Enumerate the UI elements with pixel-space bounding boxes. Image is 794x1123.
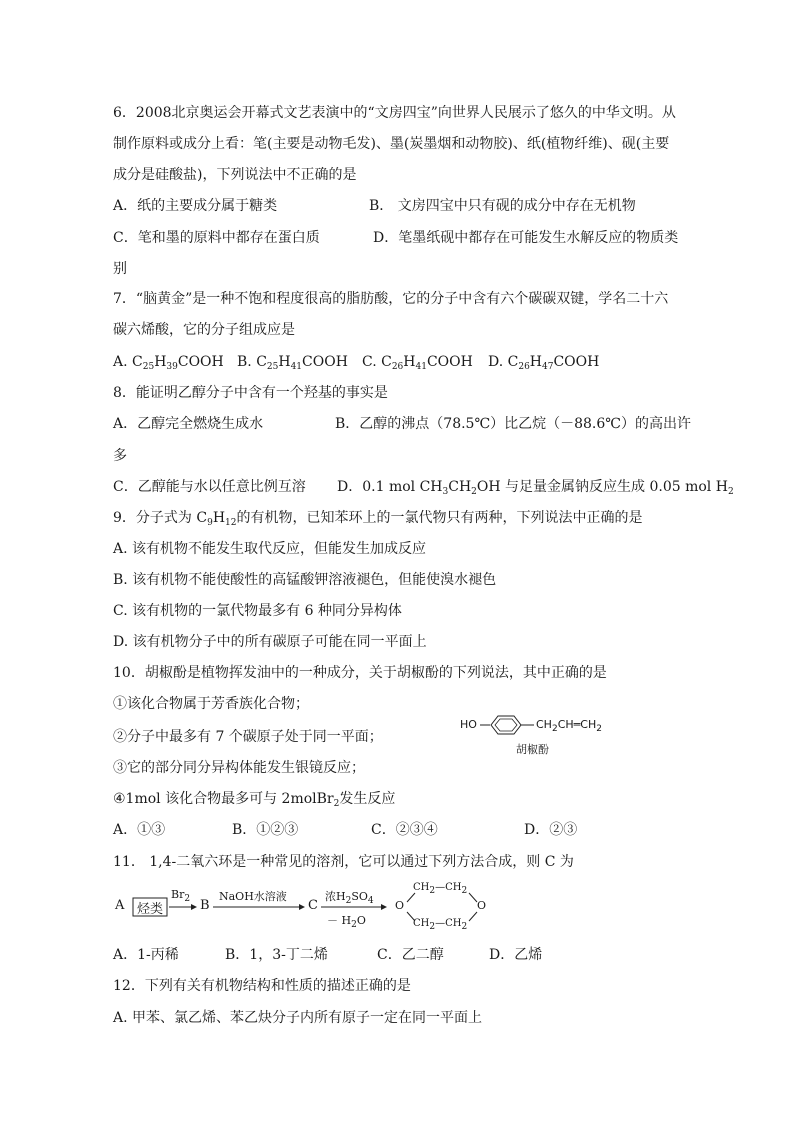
- reagent-naoh: NaOH水溶液: [219, 890, 287, 903]
- ring-bottom-chain: $CH_2—CH_2$: [413, 918, 468, 932]
- q6-stem-line2: 制作原料或成分上看：笔(主要是动物毛发)、墨(炭墨烟和动物胶)、纸(植物纤维)、砚(主要: [113, 136, 670, 152]
- side-chain-label: $CH_2CH═CH_2$: [536, 718, 602, 734]
- ring-oxygen-right: O: [477, 899, 487, 912]
- q8-option-b-cont: 多: [113, 448, 127, 464]
- q10-statement-1: ①该化合物属于芳香族化合物；: [113, 696, 309, 712]
- q10-statement-2: ②分子中最多有 7 个碳原子处于同一平面；: [113, 729, 383, 745]
- intermediate-b-label: B: [200, 898, 210, 913]
- q8-option-d: D．0.1 mol $CH_3CH_2OH$ 与足量金属钠反应生成 0.05 mol $H_2$: [337, 479, 734, 497]
- q7-stem-line1: 7．“脑黄金”是一种不饱和程度很高的脂肪酸，它的分子中含有六个碳碳双键，学名二十六: [113, 291, 669, 307]
- q12-stem: 12．下列有关有机物结构和性质的描述正确的是: [113, 978, 411, 994]
- q12-option-a: A. 甲苯、氯乙烯、苯乙炔分子内所有原子一定在同一平面上: [113, 1010, 483, 1026]
- byproduct-water: － $H_2O$: [327, 914, 366, 930]
- hydroxyl-label: HO: [460, 718, 477, 731]
- q9-stem: 9．分子式为 $C_9H_{12}$的有机物，已知苯环上的一氯代物只有两种，下列说法中正确的是: [113, 510, 643, 528]
- q8-option-b: B．乙醇的沸点（78.5℃）比乙烷（－88.6℃）的高出许: [335, 416, 691, 432]
- q10-option-d: D．②③: [524, 822, 578, 838]
- q9-option-b: B. 该有机物不能使酸性的高锰酸钾溶液褪色，但能使溴水褪色: [113, 572, 497, 588]
- q9-option-d: D. 该有机物分子中的所有碳原子可能在同一平面上: [113, 634, 427, 650]
- q11-option-a: A．1-丙稀: [113, 947, 179, 963]
- q9-option-c: C. 该有机物的一氯代物最多有 6 种同分异构体: [113, 603, 402, 619]
- q8-option-a: A．乙醇完全燃烧生成水: [113, 416, 264, 432]
- q10-option-b: B．①②③: [232, 822, 299, 838]
- q10-statement-3: ③它的部分同分异构体能发生银镜反应；: [113, 760, 365, 776]
- q8-option-c: C．乙醇能与水以任意比例互溶: [113, 479, 306, 495]
- q11-option-b: B．1，3-丁二烯: [225, 947, 328, 963]
- q6-option-b: B． 文房四宝中只有砚的成分中存在无机物: [369, 198, 636, 214]
- q10-stem: 10．胡椒酚是植物挥发油中的一种成分，关于胡椒酚的下列说法，其中正确的是: [113, 665, 607, 681]
- q6-stem-line3: 成分是硅酸盐)，下列说法中不正确的是: [113, 167, 357, 183]
- q11-option-d: D．乙烯: [489, 947, 543, 963]
- hydrocarbon-box-label: 烃类: [137, 902, 164, 917]
- q6-option-c: C．笔和墨的原料中都存在蛋白质: [113, 230, 320, 246]
- q6-stem-line1: 6．2008北京奥运会开幕式文艺表演中的“文房四宝”向世界人民展示了悠久的中华文明。从: [113, 105, 676, 121]
- q8-stem: 8．能证明乙醇分子中含有一个羟基的事实是: [113, 385, 388, 401]
- q7-option-b: B. $C_{25}H_{41}COOH$: [237, 354, 348, 372]
- q9-option-a: A. 该有机物不能发生取代反应，但能发生加成反应: [113, 541, 427, 557]
- reagent-bromine: $Br_2$: [171, 888, 191, 904]
- q10-statement-4: ④1mol 该化合物最多可与 2molBr$_2$发生反应: [113, 791, 396, 809]
- q7-option-a: A. $C_{25}H_{39}COOH$: [113, 354, 224, 372]
- q6-option-d-cont: 别: [113, 261, 127, 277]
- q7-option-d: D. $C_{26}H_{47}COOH$: [488, 354, 600, 372]
- ring-oxygen-left: O: [395, 899, 405, 912]
- synthesis-scheme: [113, 878, 503, 940]
- figure-caption: 胡椒酚: [516, 743, 549, 756]
- q6-option-d: D．笔墨纸砚中都存在可能发生水解反应的物质类: [373, 230, 679, 246]
- ring-top-chain: $CH_2—CH_2$: [413, 882, 468, 896]
- q6-option-a: A．纸的主要成分属于糖类: [113, 198, 278, 214]
- q10-option-a: A．①③: [113, 822, 166, 838]
- q7-stem-line2: 碳六烯酸，它的分子组成应是: [113, 322, 295, 338]
- q11-option-c: C．乙二醇: [377, 947, 444, 963]
- q10-option-c: C．②③④: [371, 822, 438, 838]
- q7-option-c: C. $C_{26}H_{41}COOH$: [362, 354, 473, 372]
- reagent-sulfuric-acid: 浓$H_2SO_4$: [325, 890, 374, 906]
- intermediate-c-label: C: [308, 898, 318, 913]
- chavicol-structure-figure: [458, 710, 608, 758]
- reactant-a-label: A: [115, 898, 125, 913]
- q11-stem: 11． 1,4-二氧六环是一种常见的溶剂，它可以通过下列方法合成，则 C 为: [113, 854, 574, 870]
